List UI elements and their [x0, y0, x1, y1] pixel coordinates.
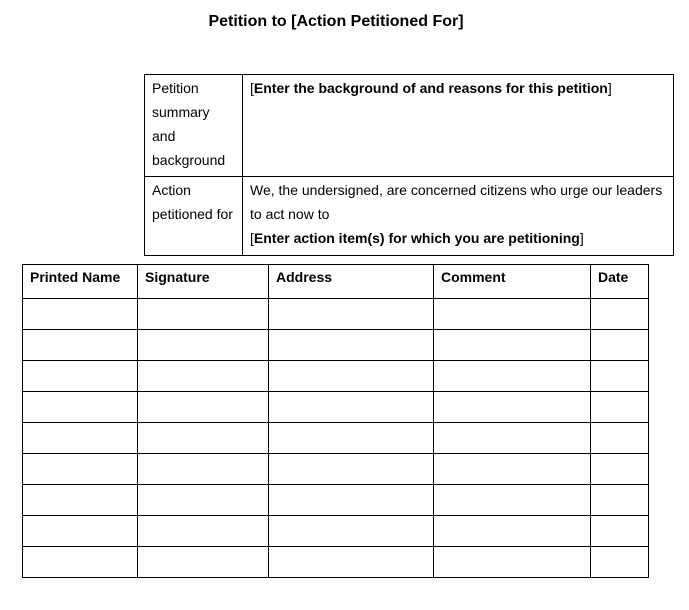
signature-cell[interactable] — [138, 423, 269, 454]
comment-cell[interactable] — [434, 330, 591, 361]
printed-name-cell[interactable] — [23, 485, 138, 516]
address-cell[interactable] — [269, 392, 434, 423]
action-label: Action petitioned for — [145, 177, 243, 256]
action-placeholder: Enter action item(s) for which you are petitioning — [253, 230, 580, 246]
printed-name-cell[interactable] — [23, 361, 138, 392]
printed-name-cell[interactable] — [23, 392, 138, 423]
signature-cell[interactable] — [138, 485, 269, 516]
page-title: Petition to [Action Petitioned For] — [208, 13, 464, 30]
signature-cell[interactable] — [138, 299, 269, 330]
comment-cell[interactable] — [434, 361, 591, 392]
address-cell[interactable] — [269, 330, 434, 361]
address-cell[interactable] — [269, 299, 434, 330]
printed-name-cell[interactable] — [23, 454, 138, 485]
table-row — [23, 485, 649, 516]
date-cell[interactable] — [591, 392, 649, 423]
table-row — [23, 454, 649, 485]
comment-cell[interactable] — [434, 454, 591, 485]
summary-row — [145, 75, 674, 177]
bracket-close: ] — [607, 80, 612, 96]
signature-cell[interactable] — [138, 361, 269, 392]
signature-cell[interactable] — [138, 454, 269, 485]
background-placeholder: Enter the background of and reasons for this petition — [253, 80, 608, 96]
address-cell[interactable] — [269, 423, 434, 454]
comment-cell[interactable] — [434, 485, 591, 516]
comment-cell[interactable] — [434, 392, 591, 423]
date-cell[interactable] — [591, 423, 649, 454]
comment-cell[interactable] — [434, 547, 591, 578]
table-row — [23, 392, 649, 423]
address-cell[interactable] — [269, 516, 434, 547]
signature-cell[interactable] — [138, 547, 269, 578]
table-row — [23, 299, 649, 330]
signature-body — [23, 299, 649, 578]
printed-name-cell[interactable] — [23, 423, 138, 454]
date-cell[interactable] — [591, 299, 649, 330]
header-comment: Comment — [434, 265, 591, 299]
address-cell[interactable] — [269, 361, 434, 392]
date-cell[interactable] — [591, 330, 649, 361]
summary-content[interactable] — [243, 75, 674, 177]
signature-cell[interactable] — [138, 330, 269, 361]
date-cell[interactable] — [591, 485, 649, 516]
address-cell[interactable] — [269, 454, 434, 485]
printed-name-cell[interactable] — [23, 330, 138, 361]
bracket-open: [ — [250, 230, 254, 246]
printed-name-cell[interactable] — [23, 547, 138, 578]
date-cell[interactable] — [591, 361, 649, 392]
bracket-open: [ — [250, 80, 254, 96]
table-row — [23, 361, 649, 392]
header-signature: Signature — [138, 265, 269, 299]
header-printed-name: Printed Name — [23, 265, 138, 299]
date-cell[interactable] — [591, 547, 649, 578]
action-content[interactable] — [243, 177, 674, 256]
action-row — [145, 177, 674, 256]
comment-cell[interactable] — [434, 423, 591, 454]
signature-table — [22, 264, 649, 578]
header-row — [23, 265, 649, 299]
address-cell[interactable] — [269, 547, 434, 578]
table-row — [23, 547, 649, 578]
comment-cell[interactable] — [434, 299, 591, 330]
table-row — [23, 330, 649, 361]
date-cell[interactable] — [591, 454, 649, 485]
comment-cell[interactable] — [434, 516, 591, 547]
summary-label: Petition summary and background — [145, 75, 243, 177]
printed-name-cell[interactable] — [23, 516, 138, 547]
table-row — [23, 516, 649, 547]
header-date: Date — [591, 265, 649, 299]
table-row — [23, 423, 649, 454]
bracket-close: ] — [579, 230, 584, 246]
date-cell[interactable] — [591, 516, 649, 547]
header-address: Address — [269, 265, 434, 299]
printed-name-cell[interactable] — [23, 299, 138, 330]
action-text: We, the undersigned, are concerned citizens who urge our leaders to act now to — [250, 182, 663, 222]
signature-cell[interactable] — [138, 392, 269, 423]
summary-table — [144, 74, 674, 256]
signature-cell[interactable] — [138, 516, 269, 547]
address-cell[interactable] — [269, 485, 434, 516]
